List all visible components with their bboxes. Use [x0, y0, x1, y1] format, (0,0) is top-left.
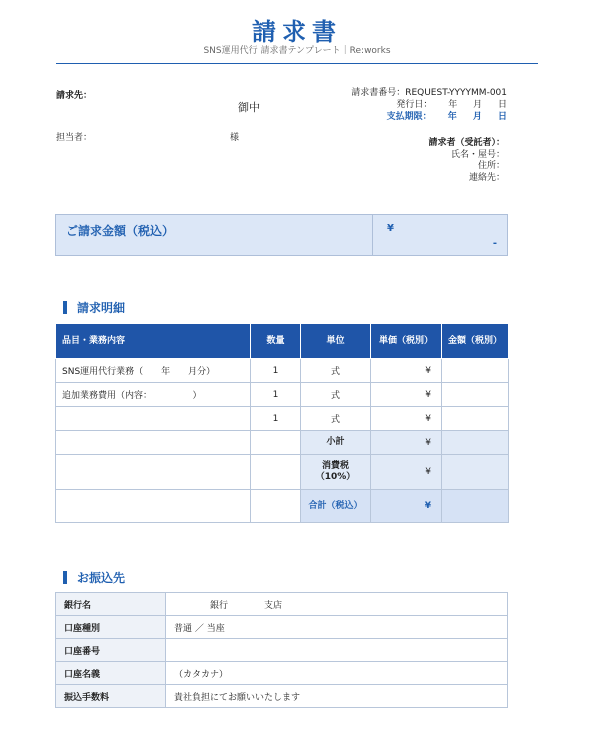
- sama-label: 様: [230, 133, 240, 143]
- bank-value[interactable]: [166, 639, 508, 662]
- issuer-name-label: 氏名・屋号：: [450, 149, 505, 160]
- price-cell[interactable]: ¥: [371, 359, 442, 383]
- tax-row: [56, 455, 509, 490]
- due-month: 月: [472, 112, 482, 122]
- bank-section-heading: [63, 569, 125, 586]
- unit-cell[interactable]: 式: [301, 407, 371, 431]
- tax-amount[interactable]: [442, 455, 509, 490]
- issue-day: 日: [497, 100, 507, 110]
- table-row: [56, 359, 509, 383]
- total-row: [56, 490, 509, 523]
- due-date-label: 支払期限：: [386, 112, 432, 122]
- table-row: [56, 407, 509, 431]
- empty-cell: [251, 431, 301, 455]
- bank-value[interactable]: 銀行 支店: [166, 593, 508, 616]
- bank-value[interactable]: （カタカナ）: [166, 662, 508, 685]
- item-cell[interactable]: [56, 407, 251, 431]
- contact-person-label: 担当者：: [56, 133, 93, 143]
- total-amount-value: -: [492, 238, 497, 249]
- billto-label: 請求先：: [56, 91, 93, 101]
- amount-divider: [372, 215, 373, 255]
- table-row: [56, 383, 509, 407]
- header-item: 品目・業務内容: [56, 324, 251, 359]
- amount-cell[interactable]: [442, 383, 509, 407]
- subtotal-amount[interactable]: [442, 431, 509, 455]
- price-cell[interactable]: ¥: [371, 407, 442, 431]
- bank-row: [56, 593, 508, 616]
- document-title: 請求書: [252, 18, 342, 46]
- issuer-heading: 請求者（受託者）：: [428, 138, 505, 148]
- unit-cell[interactable]: 式: [301, 359, 371, 383]
- total-amount[interactable]: [442, 490, 509, 523]
- total-amount-label: ご請求金額（税込）: [66, 224, 175, 238]
- onchu-label: 御中: [238, 101, 260, 114]
- bank-key: 口座番号: [56, 639, 166, 662]
- header-qty: 数量: [251, 324, 301, 359]
- items-header-row: [56, 324, 509, 359]
- header-unit-price: 単価（税別）: [371, 324, 442, 359]
- bank-row: [56, 616, 508, 639]
- subtotal-label: 小計: [301, 431, 371, 455]
- qty-cell[interactable]: 1: [251, 359, 301, 383]
- invoice-number: 請求書番号：REQUEST-YYYYMM-001: [351, 88, 507, 98]
- total-yen: ¥: [371, 490, 442, 523]
- qty-cell[interactable]: 1: [251, 407, 301, 431]
- details-section-heading: [63, 299, 125, 316]
- document-subtitle: SNS運用代行 請求書テンプレート｜Re:works: [203, 46, 391, 56]
- tax-yen: ¥: [371, 455, 442, 490]
- tax-label: 消費税（10%）: [301, 455, 371, 490]
- bank-row: [56, 639, 508, 662]
- issuer-contact-label: 連絡先：: [468, 172, 505, 183]
- bank-section-title: お振込先: [77, 571, 126, 585]
- subtotal-yen: ¥: [371, 431, 442, 455]
- issuer-block: [325, 138, 505, 184]
- issuer-address-label: 住所：: [477, 161, 505, 171]
- bank-value[interactable]: 普通 ／ 当座: [166, 616, 508, 639]
- bank-key: 口座種別: [56, 616, 166, 639]
- empty-cell: [56, 431, 251, 455]
- issue-date-label: 発行日：: [396, 100, 433, 110]
- empty-cell: [251, 455, 301, 490]
- price-cell[interactable]: ¥: [371, 383, 442, 407]
- amount-cell[interactable]: [442, 359, 509, 383]
- item-cell[interactable]: SNS運用代行業務（ 年 月分）: [56, 359, 251, 383]
- header-amount: 金額（税別）: [442, 324, 509, 359]
- due-date-row: [277, 111, 507, 123]
- bank-key: 口座名義: [56, 662, 166, 685]
- due-day: 日: [497, 112, 507, 122]
- invoice-meta: [277, 87, 507, 123]
- total-amount-box: [55, 214, 508, 256]
- issue-year: 年: [448, 100, 458, 110]
- unit-cell[interactable]: 式: [301, 383, 371, 407]
- section-marker: [63, 571, 67, 584]
- items-table: [55, 323, 509, 523]
- empty-cell: [251, 490, 301, 523]
- empty-cell: [56, 455, 251, 490]
- subtotal-row: [56, 431, 509, 455]
- bank-key: 振込手数料: [56, 685, 166, 708]
- bank-table: [55, 592, 508, 708]
- total-label: 合計（税込）: [301, 490, 371, 523]
- details-section-title: 請求明細: [77, 301, 126, 315]
- issue-month: 月: [473, 100, 483, 110]
- section-marker: [63, 301, 67, 314]
- total-amount-yen: ¥: [387, 223, 394, 234]
- header-unit: 単位: [301, 324, 371, 359]
- issue-date-row: [277, 99, 507, 111]
- header-divider: [56, 63, 538, 64]
- empty-cell: [56, 490, 251, 523]
- bank-row: [56, 662, 508, 685]
- bank-key: 銀行名: [56, 593, 166, 616]
- item-cell[interactable]: 追加業務費用（内容： ）: [56, 383, 251, 407]
- bank-row: [56, 685, 508, 708]
- bank-value[interactable]: 貴社負担にてお願いいたします: [166, 685, 508, 708]
- qty-cell[interactable]: 1: [251, 383, 301, 407]
- due-year: 年: [447, 112, 457, 122]
- amount-cell[interactable]: [442, 407, 509, 431]
